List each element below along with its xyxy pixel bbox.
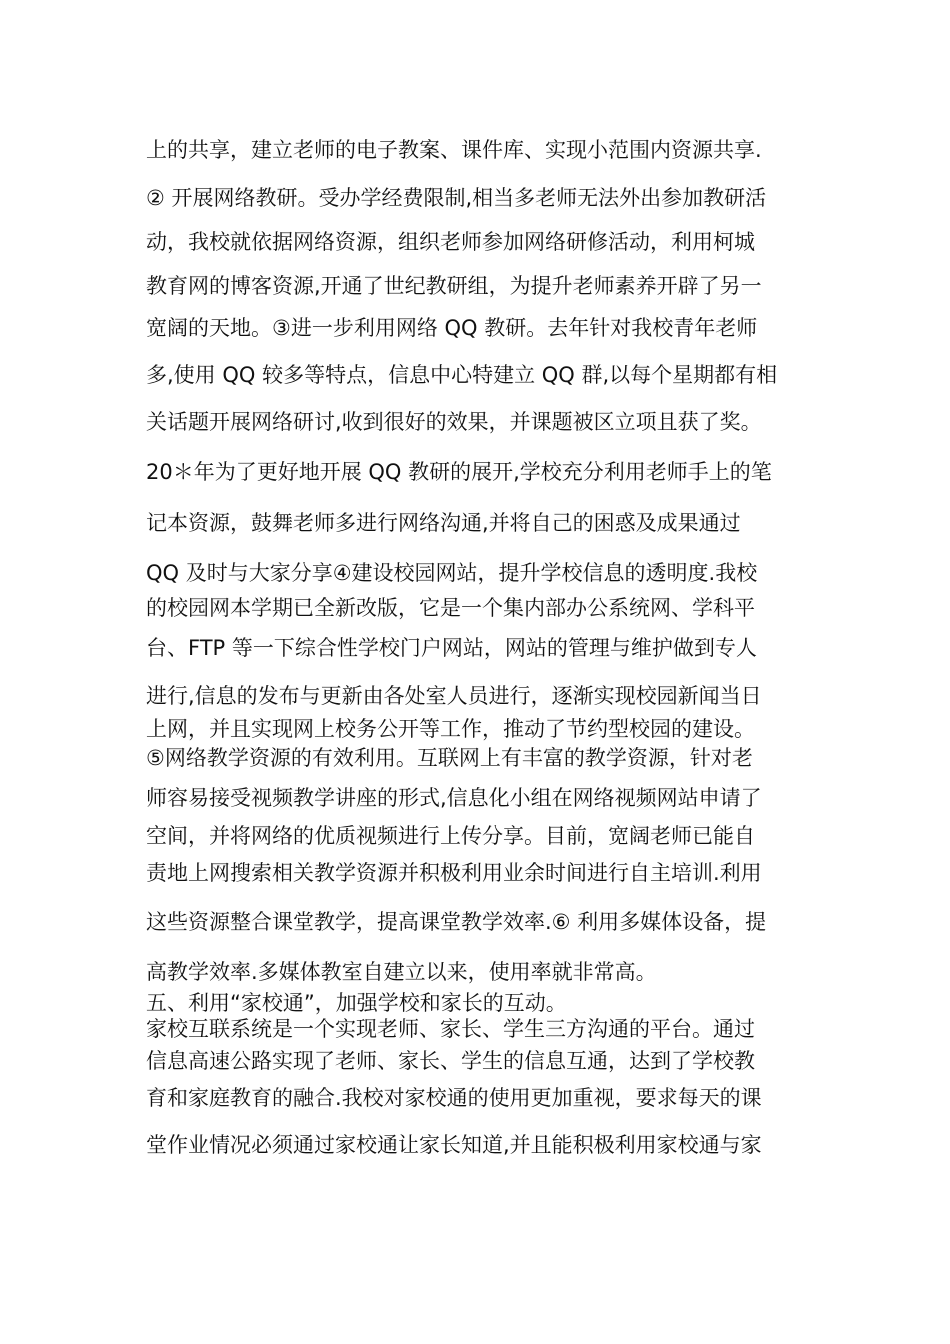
text-line: 的校园网本学期已全新改版，它是一个集内部办公系统网、学科平: [146, 596, 755, 620]
text-line: 记本资源，鼓舞老师多进行网络沟通,并将自己的困惑及成果通过: [146, 511, 741, 535]
text-line: 这些资源整合课堂教学，提高课堂教学效率.⑥ 利用多媒体设备，提: [146, 910, 767, 934]
text-line: 信息高速公路实现了老师、家长、学生的信息互通，达到了学校教: [146, 1049, 755, 1073]
text-line: 堂作业情况必须通过家校通让家长知道,并且能积极利用家校通与家: [146, 1133, 762, 1157]
text-line: 上网，并且实现网上校务公开等工作，推动了节约型校园的建设。: [146, 717, 755, 741]
text-line: 台、FTP 等一下综合性学校门户网站，网站的管理与维护做到专人: [146, 636, 757, 660]
text-line: 高教学效率.多媒体教室自建立以来，使用率就非常高。: [146, 960, 657, 984]
text-line: QQ 及时与大家分享④建设校园网站，提升学校信息的透明度.我校: [146, 561, 758, 585]
text-line: 教育网的博客资源,开通了世纪教研组，为提升老师素养开辟了另一: [146, 274, 762, 298]
text-line: ⑤网络教学资源的有效利用。互联网上有丰富的教学资源，针对老: [146, 746, 753, 770]
text-line: 动，我校就依据网络资源，组织老师参加网络研修活动，利用柯城: [146, 230, 755, 254]
text-line: ② 开展网络教研。受办学经费限制,相当多老师无法外出参加教研活: [146, 186, 767, 210]
text-line: 20＊年为了更好地开展 QQ 教研的展开,学校充分利用老师手上的笔: [146, 460, 772, 484]
text-line: 育和家庭教育的融合.我校对家校通的使用更加重视，要求每天的课: [146, 1086, 762, 1110]
text-line: 进行,信息的发布与更新由各处室人员进行，逐渐实现校园新闻当日: [146, 684, 762, 708]
text-line: 责地上网搜索相关教学资源并积极利用业余时间进行自主培训.利用: [146, 861, 762, 885]
text-line: 关话题开展网络研讨,收到很好的效果，并课题被区立项且获了奖。: [146, 410, 762, 434]
section-heading: 五、利用“家校通”，加强学校和家长的互动。: [146, 991, 567, 1015]
text-line: 多,使用 QQ 较多等特点，信息中心特建立 QQ 群,以每个星期都有相: [146, 363, 778, 387]
text-line: 家校互联系统是一个实现老师、家长、学生三方沟通的平台。通过: [146, 1017, 755, 1041]
text-line: 宽阔的天地。③进一步利用网络 QQ 教研。去年针对我校青年老师: [146, 316, 758, 340]
text-line: 空间，并将网络的优质视频进行上传分享。目前，宽阔老师已能自: [146, 824, 755, 848]
text-line: 师容易接受视频教学讲座的形式,信息化小组在网络视频网站申请了: [146, 786, 762, 810]
text-line: 上的共享，建立老师的电子教案、课件库、实现小范围内资源共享.: [146, 138, 762, 162]
